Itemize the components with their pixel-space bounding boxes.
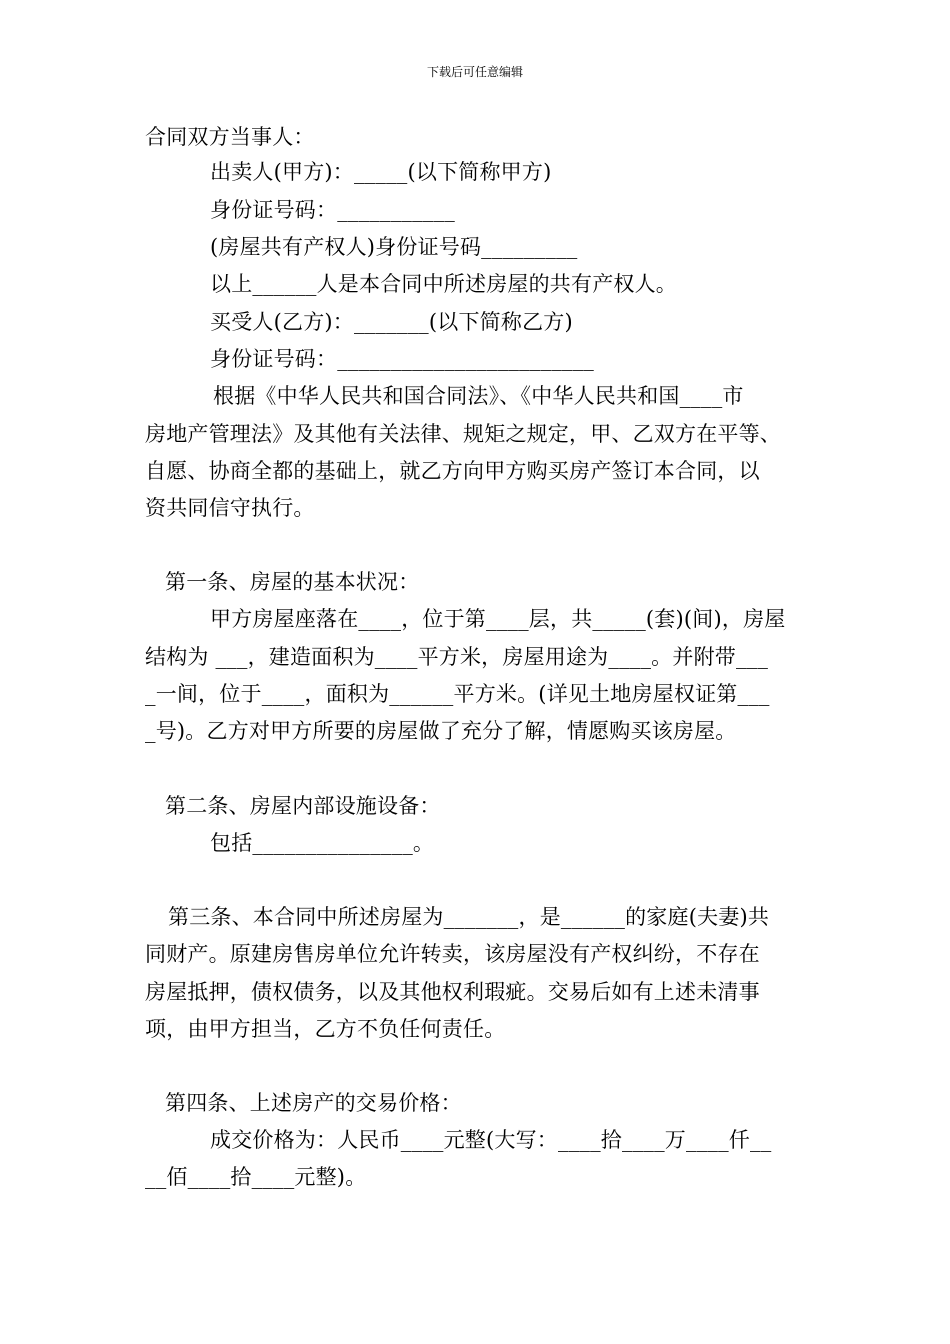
seller-line: 出卖人(甲方)：_____(以下简称甲方): [210, 160, 552, 184]
co-owners-line: 以上______人是本合同中所述房屋的共有产权人。: [210, 272, 677, 296]
preamble-line: 资共同信守执行。: [145, 496, 315, 520]
article-2-heading: 第二条、房屋内部设施设备：: [165, 794, 441, 818]
article-4-heading: 第四条、上述房产的交易价格：: [165, 1091, 462, 1115]
article-4-line: __佰____拾____元整)。: [145, 1165, 367, 1189]
parties-heading: 合同双方当事人：: [145, 125, 315, 149]
article-1-line: _号)。乙方对甲方所要的房屋做了充分了解，情愿购买该房屋。: [145, 719, 737, 743]
article-1-line: _一间，位于____，面积为______平方米。(详见土地房屋权证第___: [145, 682, 770, 706]
article-3-line: 房屋抵押，债权债务，以及其他权利瑕疵。交易后如有上述未清事: [145, 980, 760, 1004]
preamble-line: 房地产管理法》及其他有关法律、规矩之规定，甲、乙双方在平等、: [145, 422, 781, 446]
co-owner-id-line: (房屋共有产权人)身份证号码_________: [210, 235, 578, 259]
preamble-line: 自愿、协商全都的基础上，就乙方向甲方购买房产签订本合同，以: [145, 459, 760, 483]
article-3-line: 第三条、本合同中所述房屋为_______，是______的家庭(夫妻)共: [168, 905, 770, 929]
page-header: 下载后可任意编辑: [426, 65, 523, 79]
article-2-line: 包括_______________。: [210, 831, 435, 855]
article-3-line: 项，由甲方担当，乙方不负任何责任。: [145, 1017, 506, 1041]
article-1-line: 结构为 ___，建造面积为____平方米，房屋用途为____。并附带___: [145, 645, 769, 669]
article-4-line: 成交价格为：人民币____元整(大写：____拾____万____仟__: [210, 1128, 772, 1152]
buyer-id-line: 身份证号码：________________________: [210, 347, 594, 371]
buyer-line: 买受人(乙方)：_______(以下简称乙方): [210, 310, 573, 334]
seller-id-line: 身份证号码：___________: [210, 198, 455, 222]
article-1-line: 甲方房屋座落在____，位于第____层，共_____(套)(间)，房屋: [210, 607, 786, 631]
article-3-line: 同财产。原建房售房单位允许转卖，该房屋没有产权纠纷，不存在: [145, 942, 760, 966]
article-1-heading: 第一条、房屋的基本状况：: [165, 570, 420, 594]
preamble-line: 根据《中华人民共和国合同法》、《中华人民共和国____市: [213, 384, 744, 408]
